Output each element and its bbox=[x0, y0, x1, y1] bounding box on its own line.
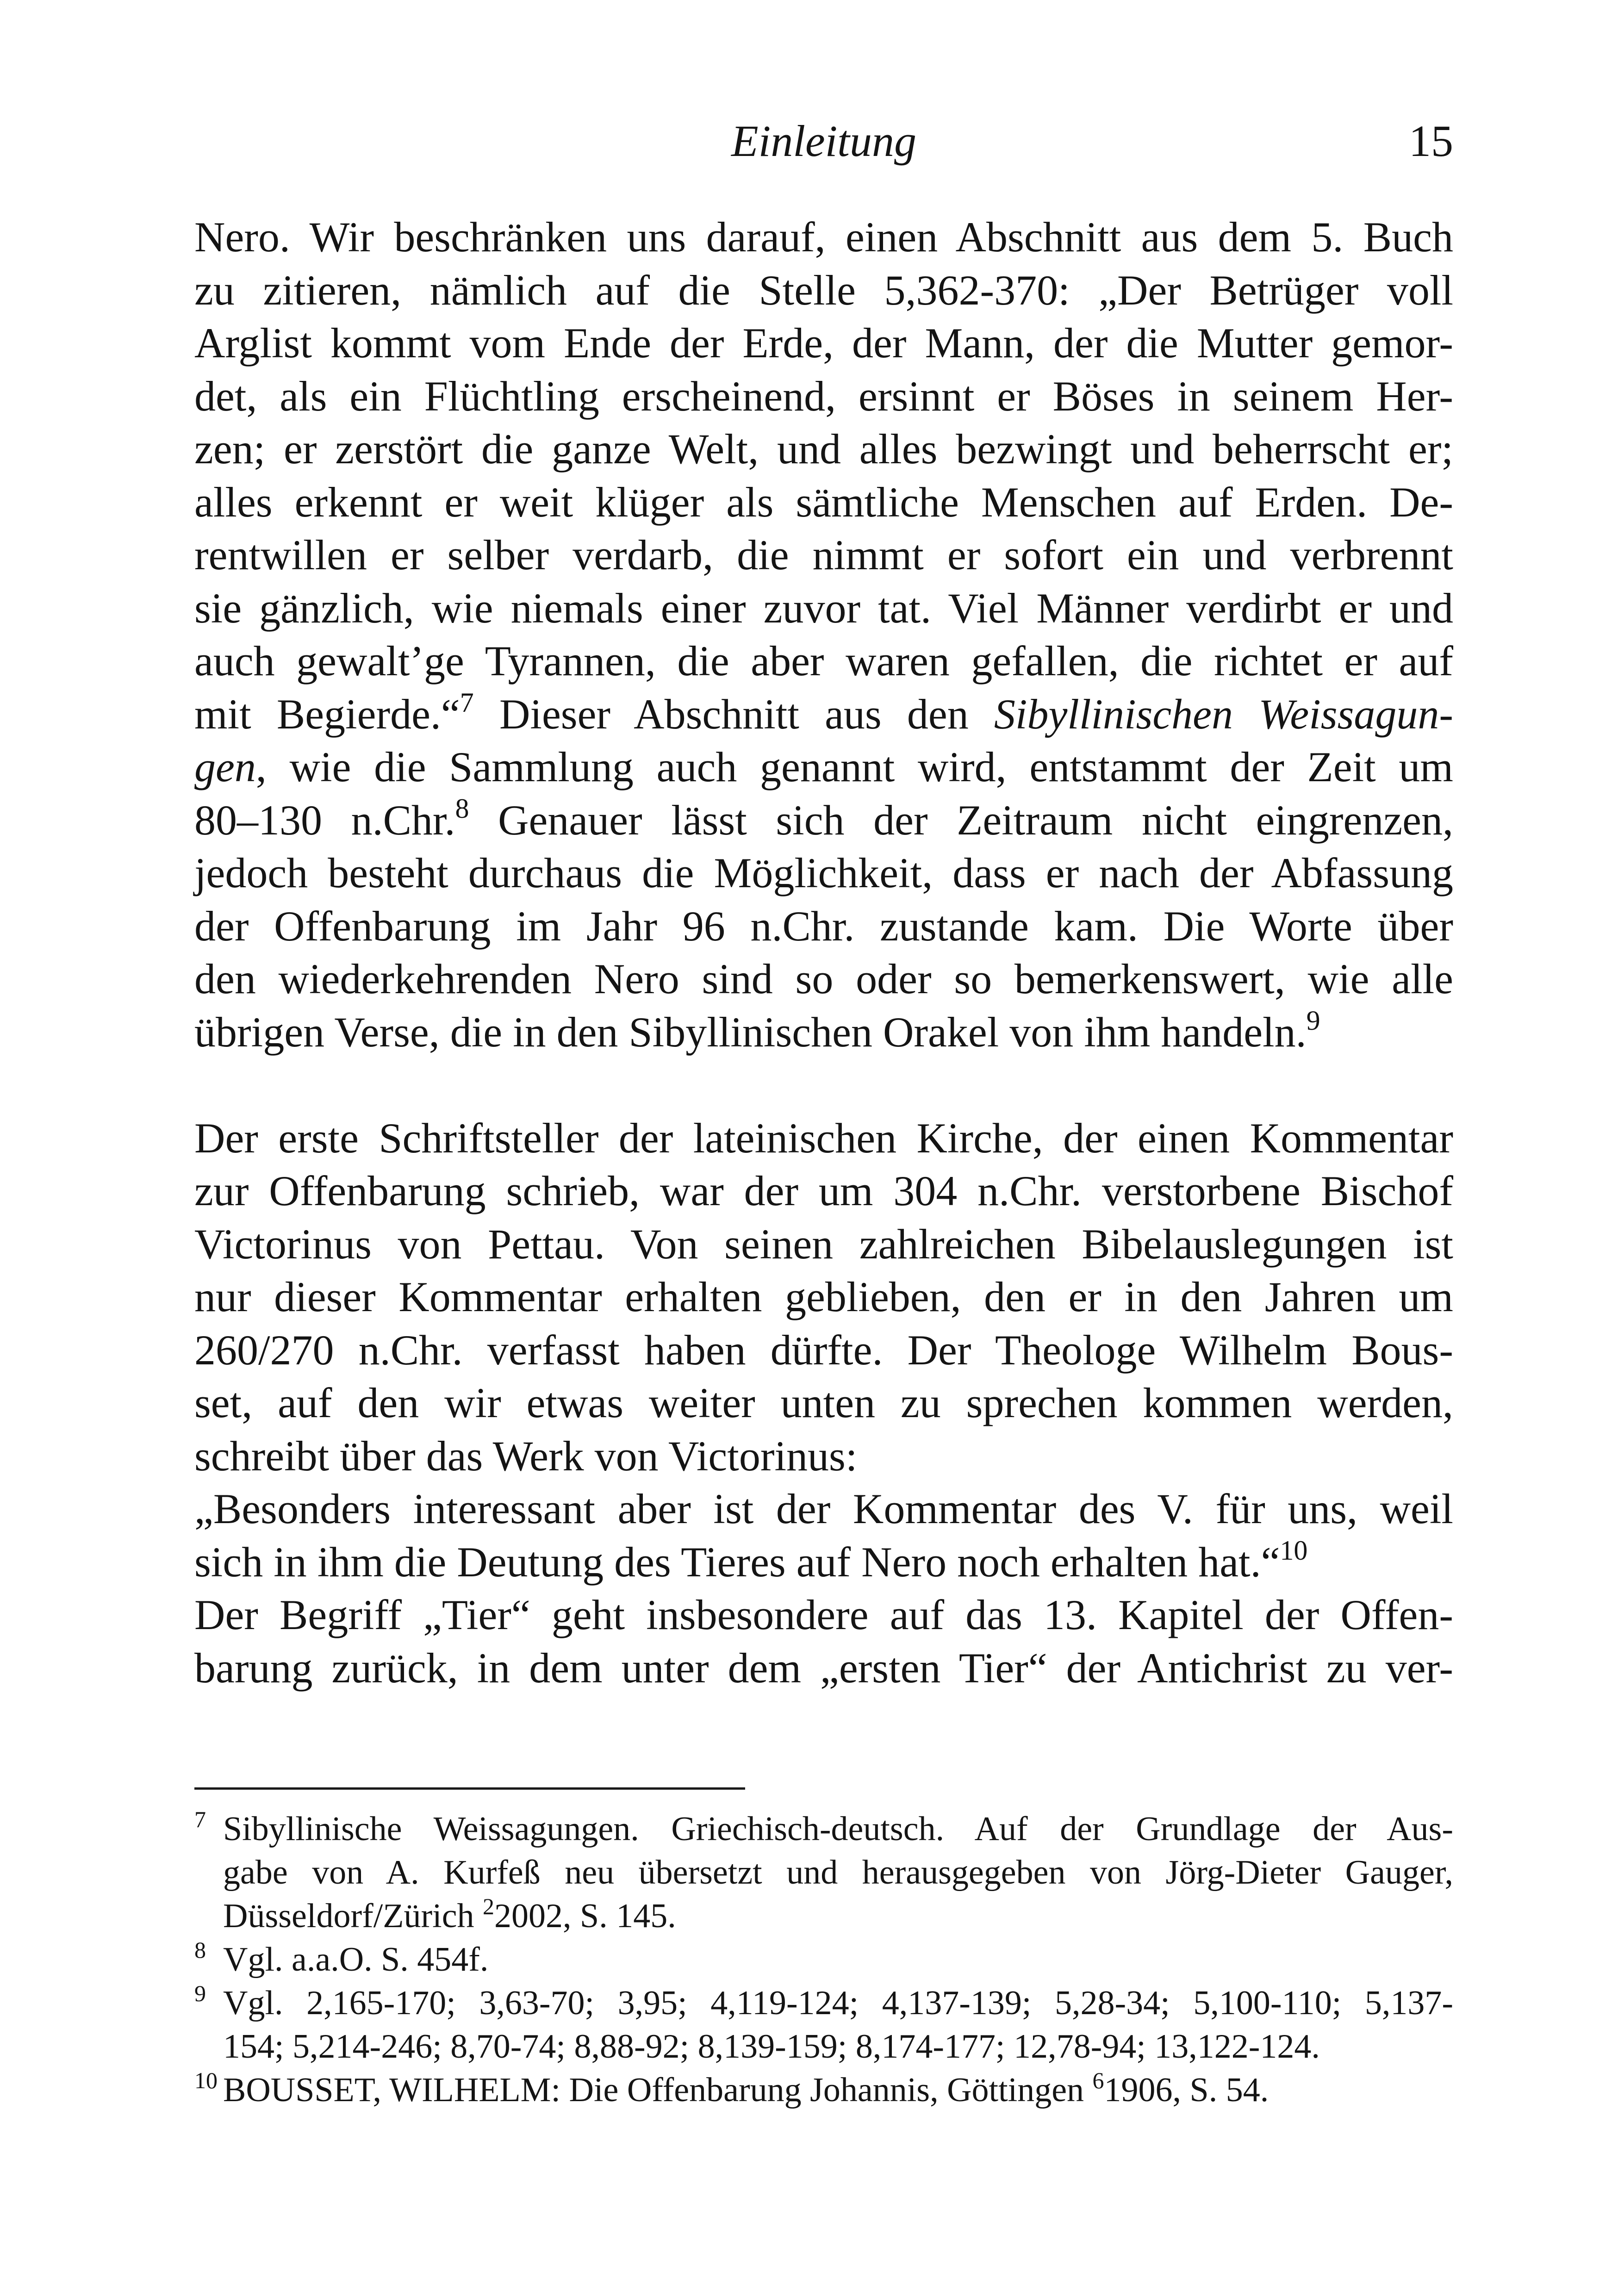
footnote-text: Vgl. a.a.O. S. 454f. bbox=[223, 1941, 489, 1979]
text-line: jedoch besteht durchaus die Möglichkeit, dass er nach der Abfassung bbox=[194, 849, 1453, 896]
text-segment: 80–130 n.Chr. bbox=[194, 796, 455, 844]
footnote-marker bbox=[194, 2068, 223, 2112]
footnote-ref-8[interactable]: 8 bbox=[455, 793, 469, 824]
footnote-7-line bbox=[194, 1894, 1453, 1938]
body-text bbox=[194, 211, 1453, 1694]
footnote-number: 9 bbox=[194, 1980, 206, 2006]
text-line: der Offenbarung im Jahr 96 n.Chr. zustande kam. Die Worte über bbox=[194, 902, 1453, 950]
text-line: zen; er zerstört die ganze Welt, und alles bezwingt und beherrscht er; bbox=[194, 425, 1453, 473]
footnote-marker bbox=[194, 1981, 223, 2025]
text-segment: Genauer lässt sich der Zeitraum nicht eingrenzen, bbox=[469, 796, 1453, 844]
text-line: nur dieser Kommentar erhalten geblieben, den er in den Jahren um bbox=[194, 1273, 1453, 1320]
text-line: Victorinus von Pettau. Von seinen zahlreichen Bibelauslegungen ist bbox=[194, 1220, 1453, 1268]
text-line: zu zitieren, nämlich auf die Stelle 5,362-370: „Der Betrüger voll bbox=[194, 266, 1453, 314]
quote-line: „Besonders interessant aber ist der Kommentar des V. für uns, weil bbox=[194, 1485, 1453, 1532]
text-segment: übrigen Verse, die in den Sibyllinischen Orakel von ihm handeln. bbox=[194, 1008, 1307, 1056]
text-line bbox=[194, 740, 1453, 794]
text-line: zur Offenbarung schrieb, war der um 304 n.Chr. verstorbene Bischof bbox=[194, 1167, 1453, 1214]
text-line bbox=[194, 688, 1453, 741]
paragraph-gap bbox=[194, 1058, 1453, 1112]
text-line: 260/270 n.Chr. verfasst haben dürfte. Der Theologe Wilhelm Bous- bbox=[194, 1326, 1453, 1374]
footnote-7-line: gabe von A. Kurfeß neu übersetzt und herausgegeben von Jörg-Dieter Gauger, bbox=[223, 1854, 1453, 1892]
book-title-italic: gen bbox=[194, 743, 256, 790]
footnote-number: 8 bbox=[194, 1937, 206, 1963]
text-line: Arglist kommt vom Ende der Erde, der Mann, der die Mutter gemor- bbox=[194, 319, 1453, 367]
text-segment: sich in ihm die Deutung des Tieres auf Nero noch erhalten hat.“ bbox=[194, 1538, 1280, 1586]
text-line: den wiederkehrenden Nero sind so oder so bemerkenswert, wie alle bbox=[194, 955, 1453, 1002]
text-line: set, auf den wir etwas weiter unten zu sprechen kommen werden, bbox=[194, 1379, 1453, 1426]
footnote-number: 10 bbox=[194, 2067, 218, 2093]
footnote-10 bbox=[194, 2068, 1453, 2112]
text-line: det, als ein Flüchtling erscheinend, ersinnt er Böses in seinem Her- bbox=[194, 372, 1453, 420]
text-line: Nero. Wir beschränken uns darauf, einen Abschnitt aus dem 5. Buch bbox=[194, 213, 1453, 261]
edition-superscript: 2 bbox=[483, 1893, 495, 1919]
footnote-marker bbox=[194, 1807, 223, 1851]
text-line: Der Begriff „Tier“ geht insbesondere auf das 13. Kapitel der Offen- bbox=[194, 1591, 1453, 1638]
chapter-title: Einleitung bbox=[731, 116, 916, 166]
text-line: sie gänzlich, wie niemals einer zuvor tat. Viel Männer verdirbt er und bbox=[194, 584, 1453, 632]
footnote-ref-7[interactable]: 7 bbox=[460, 687, 474, 718]
text-line: auch gewalt’ge Tyrannen, die aber waren gefallen, die richtet er auf bbox=[194, 637, 1453, 684]
footnote-9-line: 154; 5,214-246; 8,70-74; 8,88-92; 8,139-159; 8,174-177; 12,78-94; 13,122-124. bbox=[223, 2028, 1320, 2066]
page-number: 15 bbox=[1409, 116, 1453, 166]
quote-line bbox=[194, 1536, 1453, 1589]
footnote-text: Sibyllinische Weissagungen. Griechisch-deutsch. Auf der Grundlage der Aus- bbox=[223, 1810, 1453, 1848]
footnote-7 bbox=[194, 1807, 1453, 1851]
footnote-text: BOUSSET, WILHELM: Die Offenbarung Johannis, Göttingen bbox=[223, 2071, 1093, 2109]
text-line: rentwillen er selber verdarb, die nimmt er sofort ein und verbrennt bbox=[194, 531, 1453, 579]
text-segment: mit Begierde.“ bbox=[194, 690, 460, 738]
footnote-text: 1906, S. 54. bbox=[1104, 2071, 1269, 2109]
running-head bbox=[194, 109, 1453, 174]
footnotes bbox=[194, 1807, 1453, 2112]
edition-superscript: 6 bbox=[1092, 2067, 1104, 2093]
footnote-text: 2002, S. 145. bbox=[494, 1897, 676, 1935]
text-line bbox=[194, 794, 1453, 847]
book-title-italic: Sibyllinischen Weissagun- bbox=[994, 690, 1454, 738]
text-line: schreibt über das Werk von Victorinus: bbox=[194, 1432, 858, 1480]
text-line bbox=[194, 1006, 1453, 1059]
footnote-text: Düsseldorf/Zürich bbox=[223, 1897, 483, 1935]
footnote-marker bbox=[194, 1938, 223, 1981]
footnote-8 bbox=[194, 1938, 1453, 1981]
footnote-ref-10[interactable]: 10 bbox=[1280, 1535, 1308, 1566]
footnote-ref-9[interactable]: 9 bbox=[1306, 1005, 1320, 1036]
footnote-9 bbox=[194, 1981, 1453, 2025]
footnote-text: Vgl. 2,165-170; 3,63-70; 3,95; 4,119-124; 4,137-139; 5,28-34; 5,100-110; 5,137- bbox=[223, 1984, 1453, 2022]
text-line: alles erkennt er weit klüger als sämtliche Menschen auf Erden. De- bbox=[194, 478, 1453, 526]
text-line: barung zurück, in dem unter dem „ersten Tier“ der Antichrist zu ver- bbox=[194, 1644, 1453, 1692]
footnote-separator bbox=[194, 1787, 745, 1790]
text-segment: , wie die Sammlung auch genannt wird, entstammt der Zeit um bbox=[255, 743, 1453, 790]
text-segment: Dieser Abschnitt aus den bbox=[473, 690, 994, 738]
footnote-number: 7 bbox=[194, 1806, 206, 1832]
text-line: Der erste Schriftsteller der lateinischen Kirche, der einen Kommentar bbox=[194, 1114, 1453, 1162]
